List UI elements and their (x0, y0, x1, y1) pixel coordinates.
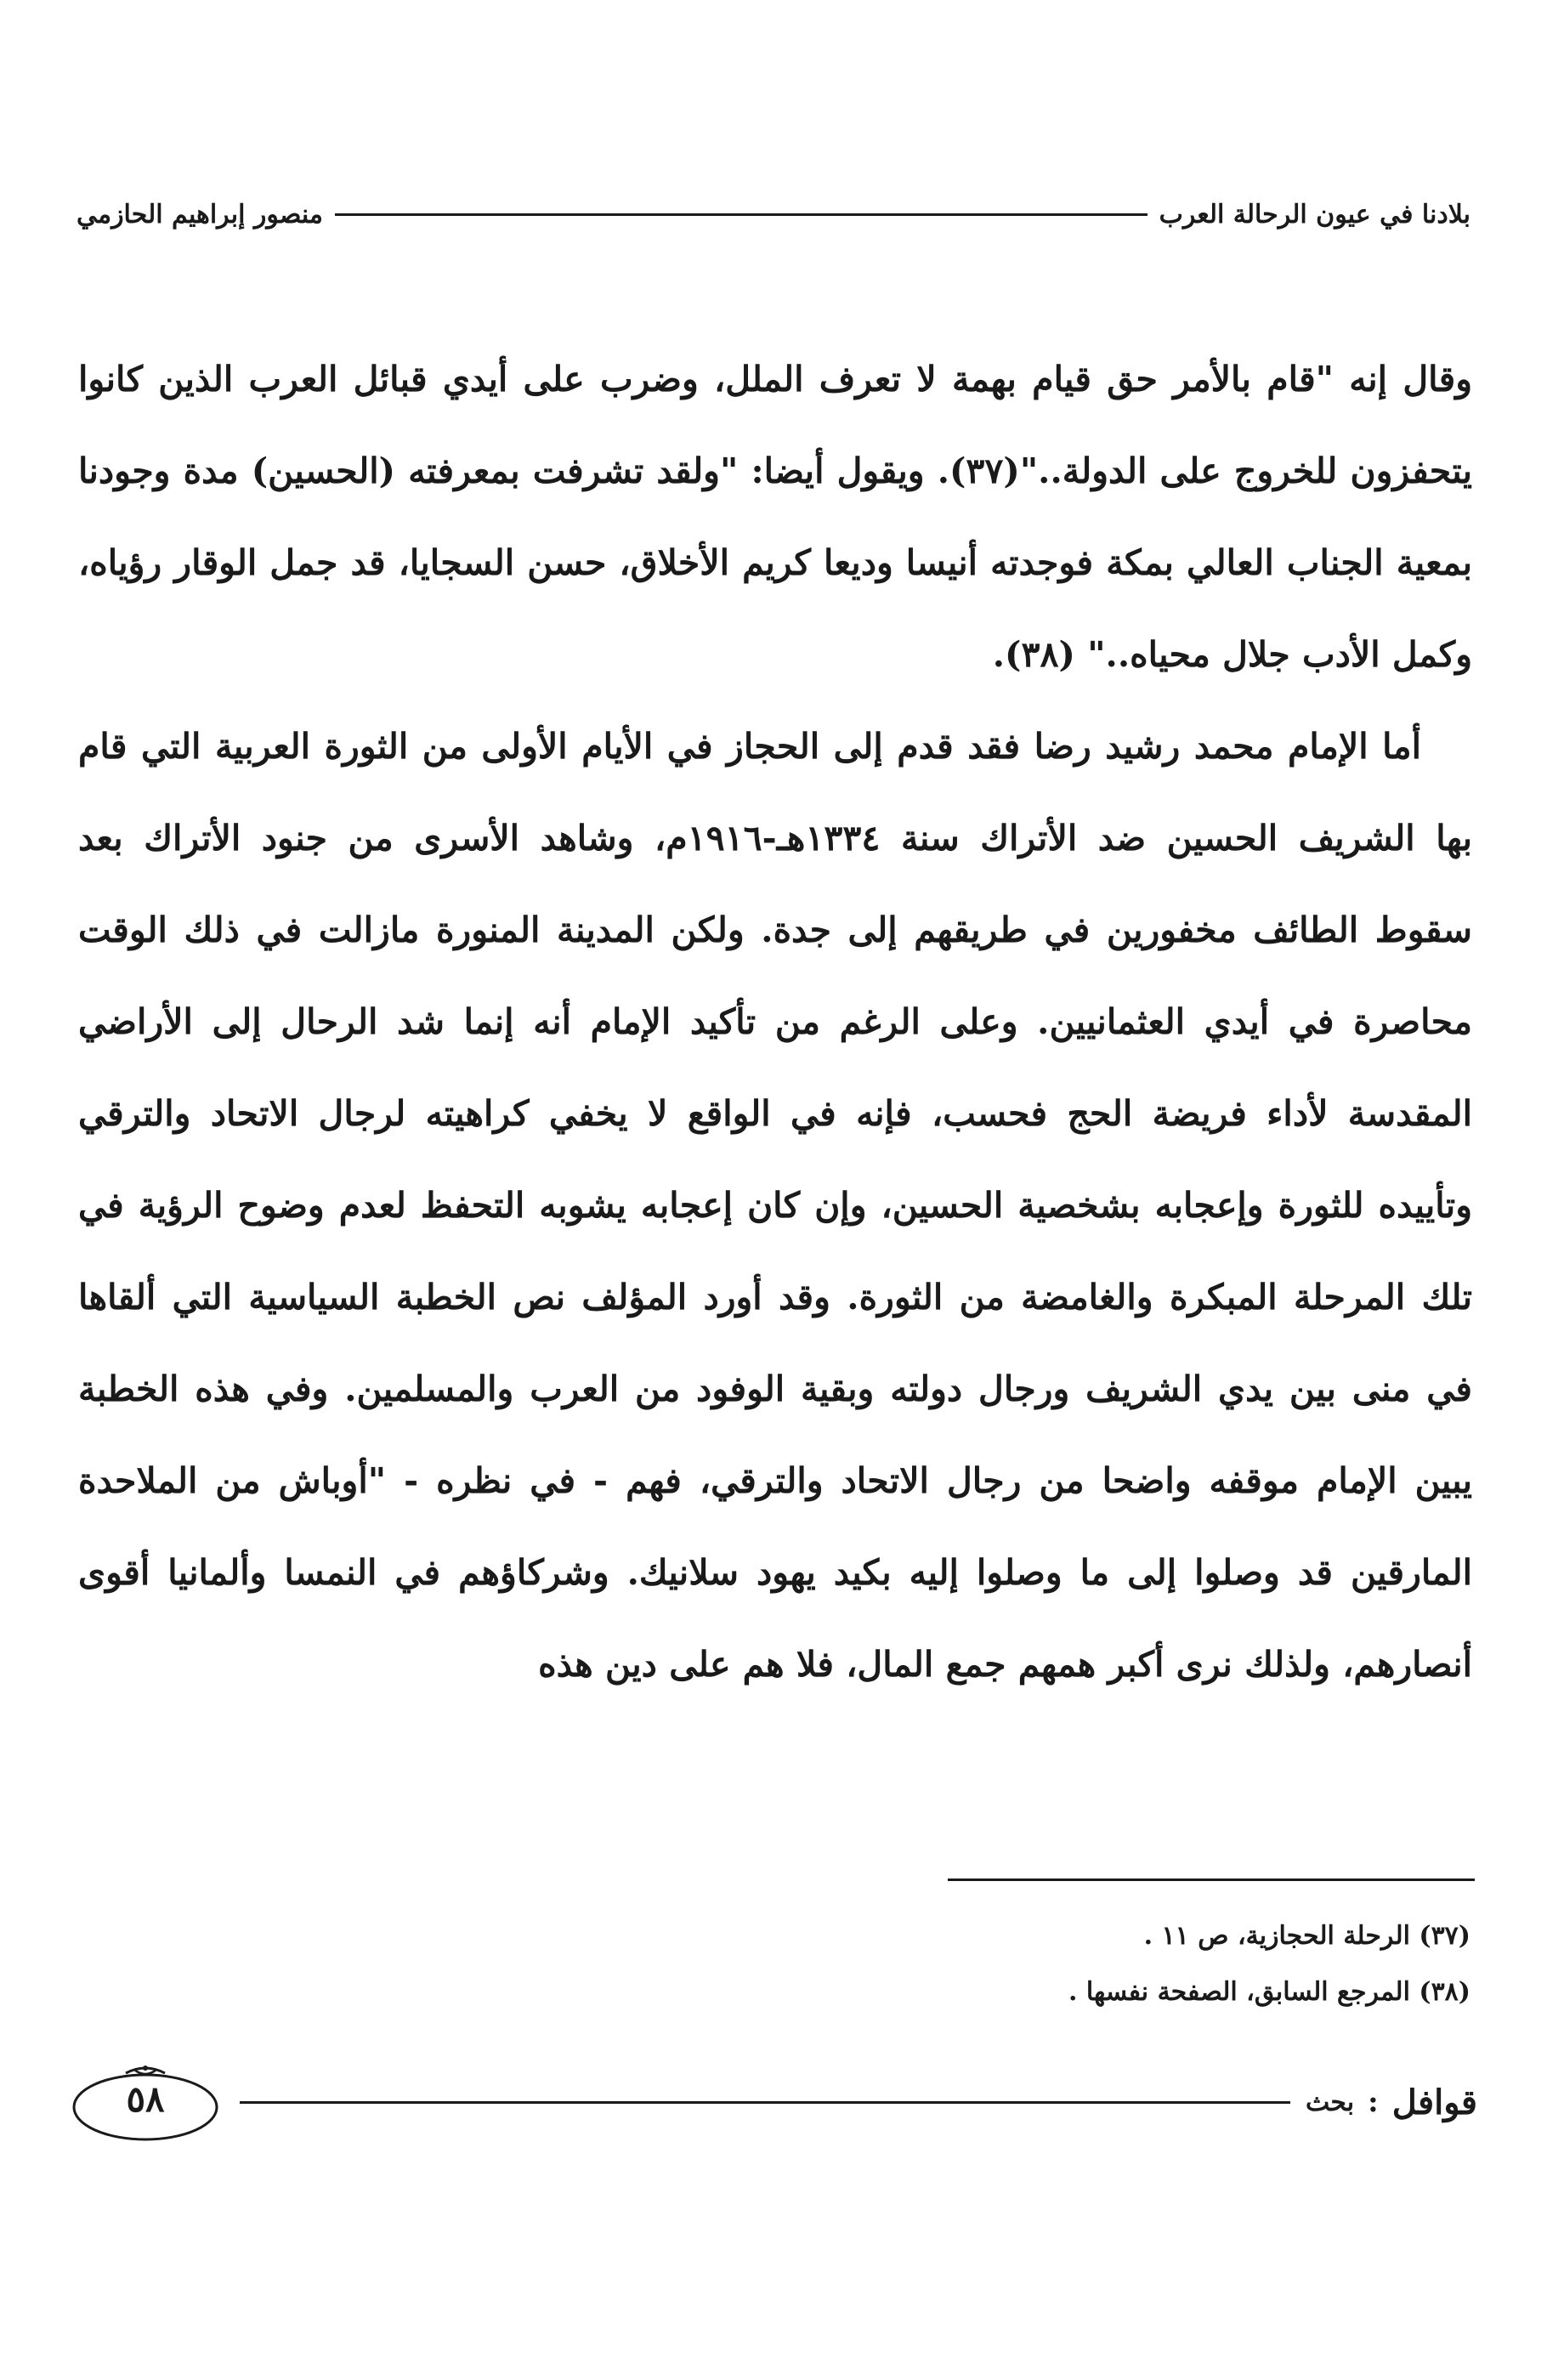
header-book-title: بلادنا في عيون الرحالة العرب (1159, 199, 1470, 230)
paragraph-2: أما الإمام محمد رشيد رضا فقد قدم إلى الحجاز في الأيام الأولى من الثورة العربية التي قام بها الشريف الحسين ضد الأتراك سنة ١٣٣٤هـ-١٩١٦م، وشاهد الأسرى من جنود الأتراك بعد سقوط الطائف مخفورين في طريقهم إلى جدة. ولكن المدينة المنورة مازالت في ذلك الوقت محاصرة في أيدي العثمانيين. وعلى الرغم من تأكيد الإمام أنه إنما شد الرحال إلى الأراضي المقدسة لأداء فريضة الحج فحسب، فإنه في الواقع لا يخفي كراهيته لرجال الاتحاد والترقي وتأييده للثورة وإعجابه بشخصية الحسين، وإن كان إعجابه يشوبه التحفظ لعدم وضوح الرؤية في تلك المرحلة المبكرة والغامضة من الثورة. وقد أورد المؤلف نص الخطبة السياسية التي ألقاها في منى بين يدي الشريف ورجال دولته وبقية الوفود من العرب والمسلمين. وفي هذه الخطبة يبين الإمام موقفه واضحا من رجال الاتحاد والترقي، فهم - في نظره - "أوباش من الملاحدة المارقين قد وصلوا إلى ما وصلوا إليه بكيد يهود سلانيك. وشركاؤهم في النمسا وألمانيا أقوى أنصارهم، ولذلك نرى أكبر همهم جمع المال، فلا هم على دين هذه (78, 726, 1472, 1685)
footer-journal-name: قوافل (1391, 2082, 1477, 2122)
footnotes (255, 1908, 1470, 2020)
footnote-38: (٣٨) المرجع السابق، الصفحة نفسها . (1068, 1977, 1470, 2007)
footnote-37: (٣٧) الرحلة الحجازية، ص ١١ . (1143, 1921, 1470, 1951)
header-author: منصور إبراهيم الحازمي (76, 199, 323, 230)
page-number: ٥٨ (126, 2078, 165, 2120)
footer-separator: : (1368, 2085, 1379, 2119)
footer-section-label: بحث (1305, 2087, 1355, 2117)
body-text (78, 333, 1472, 1710)
footnote-rule (948, 1878, 1475, 1881)
header-rule (335, 213, 1148, 216)
footer-rule (240, 2101, 1290, 2104)
paragraph-1: وقال إنه "قام بالأمر حق قيام بهمة لا تعرف الملل، وضرب على أيدي قبائل العرب الذين كانوا يتحفزون للخروج على الدولة.."(٣٧). ويقول أيضا: "ولقد تشرفت بمعرفته (الحسين) مدة وجودنا بمعية الجناب العالي بمكة فوجدته أنيسا وديعا كريم الأخلاق، حسن السجايا، قد جمل الوقار رؤياه، وكمل الأدب جلال محياه.." (٣٨). (78, 359, 1472, 675)
page-footer (66, 2055, 1477, 2149)
running-header (76, 189, 1470, 240)
page-number-badge (66, 2060, 224, 2145)
